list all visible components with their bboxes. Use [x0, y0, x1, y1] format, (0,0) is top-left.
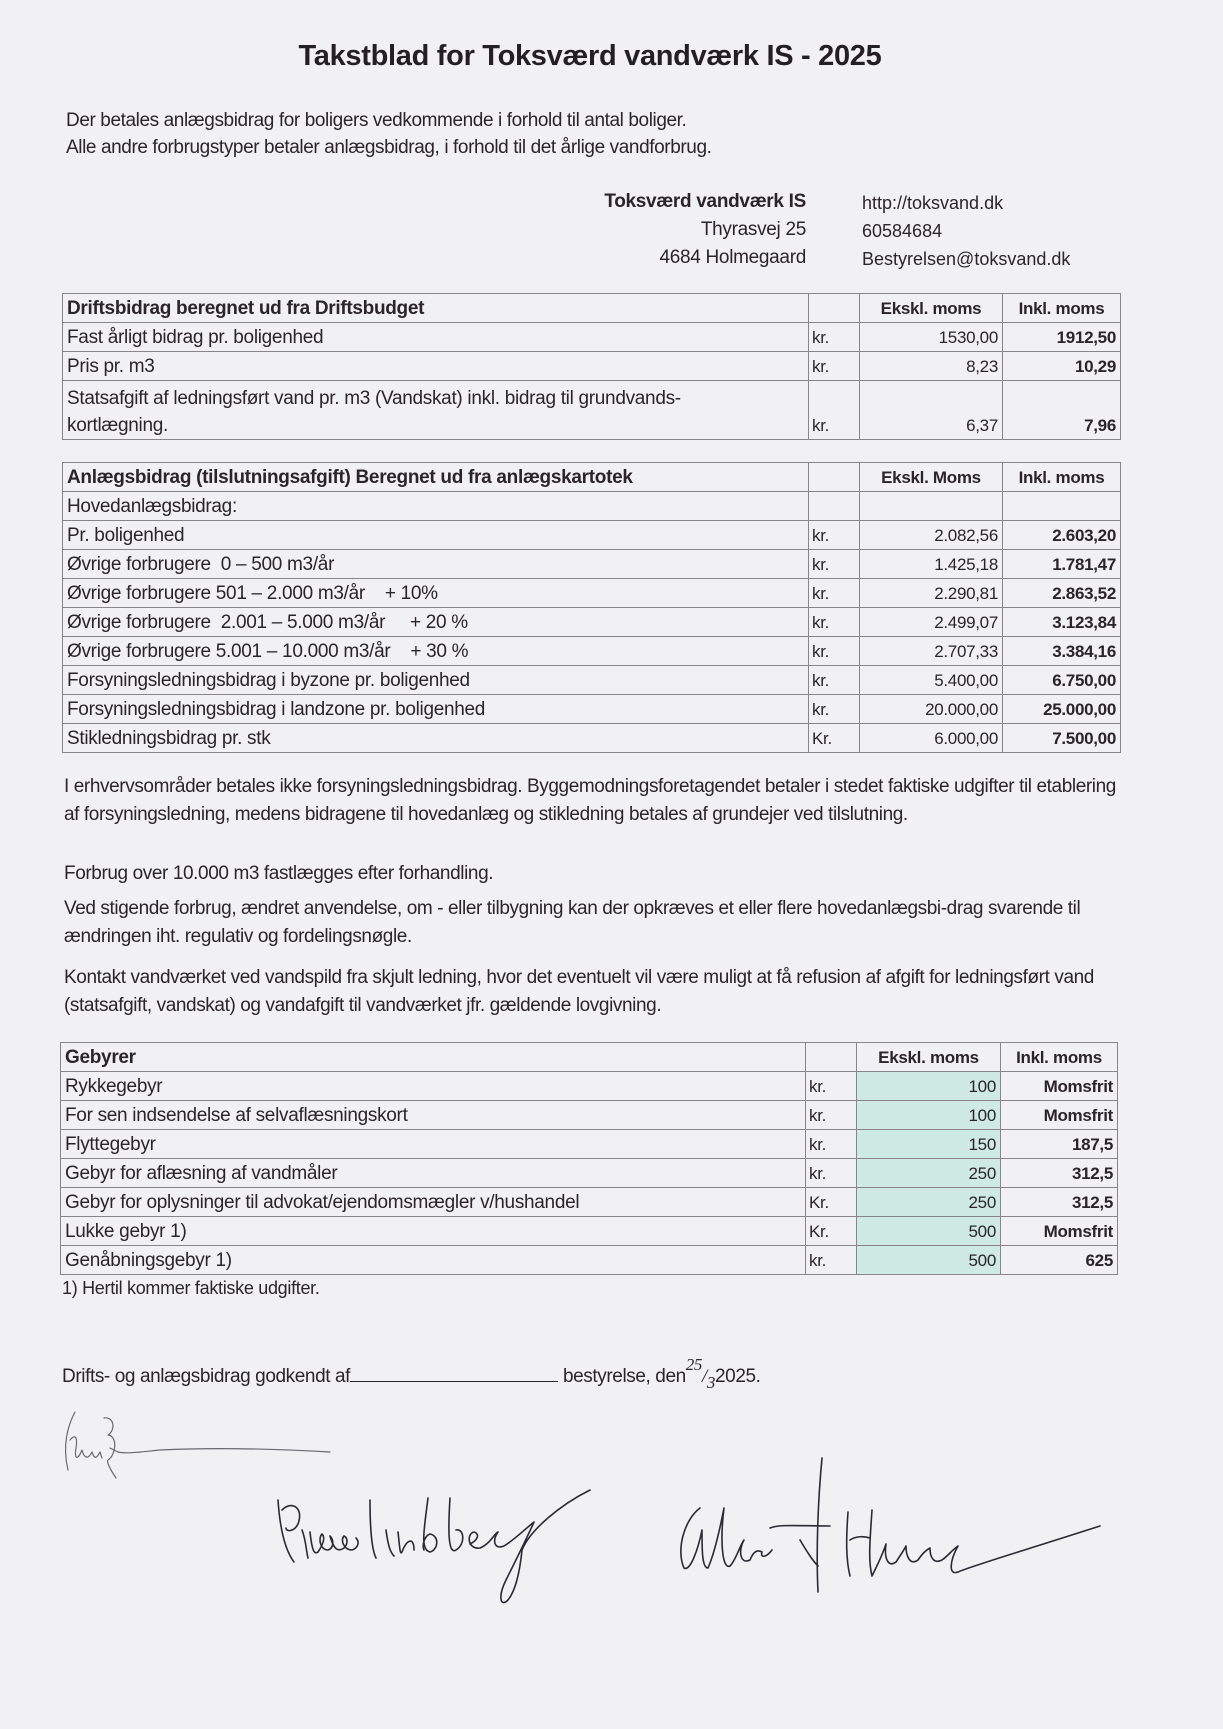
contact-address — [604, 188, 806, 272]
signature-3 — [681, 1458, 1100, 1592]
empty-cell — [860, 492, 1003, 521]
row-unit: kr. — [809, 579, 860, 608]
drift-table — [62, 293, 1121, 440]
intro-line-2: Alle andre forbrugstyper betaler anlægsbidrag, i forhold til det årlige vandforbrug. — [66, 137, 712, 158]
approval-line — [62, 1355, 761, 1392]
table-row — [61, 1130, 1118, 1159]
row-label: For sen indsendelse af selvaflæsningskort — [61, 1101, 806, 1130]
approval-middle: bestyrelse, den — [558, 1366, 686, 1387]
row-label: Øvrige forbrugere 5.001 – 10.000 m3/år + 30 % — [63, 637, 809, 666]
approval-month: 3 — [706, 1373, 715, 1392]
row-excl: 6.000,00 — [860, 724, 1003, 753]
row-label: Forsyningsledningsbidrag i landzone pr. boligenhed — [63, 695, 809, 724]
row-excl: 2.499,07 — [860, 608, 1003, 637]
approval-prefix: Drifts- og anlægsbidrag godkendt af — [62, 1366, 351, 1387]
approval-blank-field — [350, 1363, 558, 1382]
row-incl: 7,96 — [1003, 381, 1121, 440]
table-row — [63, 608, 1121, 637]
row-unit: Kr. — [806, 1217, 857, 1246]
row-label: Øvrige forbrugere 0 – 500 m3/år — [63, 550, 809, 579]
row-unit: kr. — [806, 1072, 857, 1101]
approval-year: 2025. — [715, 1366, 761, 1387]
table-row — [61, 1188, 1118, 1217]
row-excl: 1.425,18 — [860, 550, 1003, 579]
col-excl-header: Ekskl. Moms — [860, 463, 1003, 492]
anlaeg-table — [62, 462, 1121, 753]
signature-1 — [66, 1412, 330, 1478]
row-incl: 312,5 — [1001, 1159, 1118, 1188]
row-incl: 6.750,00 — [1003, 666, 1121, 695]
row-excl: 100 — [857, 1101, 1001, 1130]
empty-cell — [809, 492, 860, 521]
paragraph-erhverv: I erhvervsområder betales ikke forsyningsledningsbidrag. Byggemodningsforetagendet betaler i stedet faktiske udgifter til etablering af forsyningsledning, medens bidragene til hovedanlæg og stikledning betales af grundejer ved tilslutning. — [64, 776, 1116, 825]
table-row — [63, 579, 1121, 608]
table-row — [63, 352, 1121, 381]
table-row — [61, 1217, 1118, 1246]
row-incl: 187,5 — [1001, 1130, 1118, 1159]
signature-pierre-lindberg — [278, 1490, 590, 1603]
row-excl: 2.707,33 — [860, 637, 1003, 666]
row-unit: kr. — [806, 1246, 857, 1275]
table-row — [61, 1072, 1118, 1101]
row-incl: 7.500,00 — [1003, 724, 1121, 753]
row-incl: Momsfrit — [1001, 1101, 1118, 1130]
table-row — [63, 724, 1121, 753]
row-label: Flyttegebyr — [61, 1130, 806, 1159]
row-label: Gebyr for aflæsning af vandmåler — [61, 1159, 806, 1188]
col-incl-header: Inkl. moms — [1003, 294, 1121, 323]
row-incl: 25.000,00 — [1003, 695, 1121, 724]
gebyr-table — [60, 1042, 1118, 1275]
email-link[interactable]: Bestyrelsen@toksvand.dk — [862, 249, 1071, 269]
table-row — [63, 323, 1121, 352]
row-label: Pris pr. m3 — [63, 352, 809, 381]
table-row — [61, 1101, 1118, 1130]
signatures-area — [0, 1400, 1223, 1630]
approval-slash: / — [702, 1366, 707, 1387]
row-incl: 2.863,52 — [1003, 579, 1121, 608]
row-unit: kr. — [809, 666, 860, 695]
approval-day: 25 — [685, 1355, 702, 1374]
row-label: Pr. boligenhed — [63, 521, 809, 550]
row-excl: 500 — [857, 1246, 1001, 1275]
footnote: 1) Hertil kommer faktiske udgifter. — [62, 1278, 320, 1298]
anlaeg-table-title: Anlægsbidrag (tilslutningsafgift) Beregnet ud fra anlægskartotek — [63, 463, 809, 492]
row-unit: kr. — [806, 1101, 857, 1130]
intro-line-1: Der betales anlægsbidrag for boligers vedkommende i forhold til antal boliger. — [66, 110, 687, 131]
row-incl: 625 — [1001, 1246, 1118, 1275]
row-label: Rykkegebyr — [61, 1072, 806, 1101]
contact-details — [862, 189, 1070, 273]
page-title: Takstblad for Toksværd vandværk IS - 2025 — [298, 40, 882, 72]
row-unit: kr. — [809, 381, 860, 440]
row-incl: 3.123,84 — [1003, 608, 1121, 637]
row-label: Øvrige forbrugere 2.001 – 5.000 m3/år + 20 % — [63, 608, 809, 637]
row-label: Forsyningsledningsbidrag i byzone pr. boligenhed — [63, 666, 809, 695]
row-excl: 250 — [857, 1159, 1001, 1188]
empty-cell — [809, 294, 860, 323]
table-row — [61, 1159, 1118, 1188]
gebyr-header-row — [61, 1043, 1118, 1072]
row-label: Genåbningsgebyr 1) — [61, 1246, 806, 1275]
row-excl: 1530,00 — [860, 323, 1003, 352]
paragraph-stigende-forbrug: Ved stigende forbrug, ændret anvendelse, om - eller tilbygning kan der opkræves et eller flere hovedanlægsbi-drag svarende til ændringen iht. regulativ og fordelingsnøgle. — [64, 898, 1081, 947]
org-name: Toksværd vandværk IS — [604, 191, 806, 212]
col-incl-header: Inkl. moms — [1003, 463, 1121, 492]
row-label-line-2: kortlægning. — [67, 415, 168, 436]
anlaeg-header-row — [63, 463, 1121, 492]
table-row — [61, 1246, 1118, 1275]
city: 4684 Holmegaard — [659, 247, 806, 268]
website-link[interactable]: http://toksvand.dk — [862, 193, 1004, 213]
row-label: Gebyr for oplysninger til advokat/ejendomsmægler v/hushandel — [61, 1188, 806, 1217]
subheader-label: Hovedanlægsbidrag: — [63, 492, 809, 521]
row-excl: 5.400,00 — [860, 666, 1003, 695]
row-unit: kr. — [809, 608, 860, 637]
row-incl: 1912,50 — [1003, 323, 1121, 352]
row-incl: Momsfrit — [1001, 1072, 1118, 1101]
row-unit: kr. — [809, 521, 860, 550]
table-row — [63, 695, 1121, 724]
empty-cell — [806, 1043, 857, 1072]
row-excl: 20.000,00 — [860, 695, 1003, 724]
row-incl: 3.384,16 — [1003, 637, 1121, 666]
row-unit: kr. — [809, 695, 860, 724]
row-label: Fast årligt bidrag pr. boligenhed — [63, 323, 809, 352]
intro-text — [66, 107, 712, 161]
row-incl: 312,5 — [1001, 1188, 1118, 1217]
row-label-line-1: Statsafgift af ledningsført vand pr. m3 (Vandskat) inkl. bidrag til grundvands- — [67, 388, 681, 409]
gebyr-table-title: Gebyrer — [61, 1043, 806, 1072]
row-excl: 100 — [857, 1072, 1001, 1101]
paragraph-vandspild: Kontakt vandværket ved vandspild fra skjult ledning, hvor det eventuelt vil være muligt at få refusion af afgift for ledningsført vand (statsafgift, vandskat) og vandafgift til vandværket jfr. gældende lovgivning. — [64, 967, 1094, 1016]
drift-header-row — [63, 294, 1121, 323]
row-unit: kr. — [806, 1130, 857, 1159]
row-excl: 250 — [857, 1188, 1001, 1217]
table-row — [63, 666, 1121, 695]
row-incl: Momsfrit — [1001, 1217, 1118, 1246]
row-excl: 8,23 — [860, 352, 1003, 381]
row-unit: kr. — [809, 352, 860, 381]
row-label: Lukke gebyr 1) — [61, 1217, 806, 1246]
table-row — [63, 637, 1121, 666]
table-row — [63, 521, 1121, 550]
row-excl: 500 — [857, 1217, 1001, 1246]
drift-table-title: Driftsbidrag beregnet ud fra Driftsbudget — [63, 294, 809, 323]
row-unit: kr. — [809, 637, 860, 666]
table-row — [63, 550, 1121, 579]
paragraph-forbrug: Forbrug over 10.000 m3 fastlægges efter forhandling. — [64, 863, 494, 884]
row-incl: 1.781,47 — [1003, 550, 1121, 579]
phone: 60584684 — [862, 221, 943, 241]
col-excl-header: Ekskl. moms — [857, 1043, 1001, 1072]
row-label: Øvrige forbrugere 501 – 2.000 m3/år + 10% — [63, 579, 809, 608]
row-unit: Kr. — [809, 724, 860, 753]
row-unit: kr. — [806, 1159, 857, 1188]
row-unit: Kr. — [806, 1188, 857, 1217]
empty-cell — [809, 463, 860, 492]
row-excl: 6,37 — [860, 381, 1003, 440]
empty-cell — [1003, 492, 1121, 521]
street: Thyrasvej 25 — [700, 219, 806, 240]
table-row — [63, 381, 1121, 440]
row-excl: 2.290,81 — [860, 579, 1003, 608]
row-excl: 150 — [857, 1130, 1001, 1159]
row-excl: 2.082,56 — [860, 521, 1003, 550]
subheader-row — [63, 492, 1121, 521]
row-label — [63, 381, 809, 440]
col-incl-header: Inkl. moms — [1001, 1043, 1118, 1072]
row-unit: kr. — [809, 550, 860, 579]
row-unit: kr. — [809, 323, 860, 352]
col-excl-header: Ekskl. moms — [860, 294, 1003, 323]
row-label: Stikledningsbidrag pr. stk — [63, 724, 809, 753]
row-incl: 10,29 — [1003, 352, 1121, 381]
row-incl: 2.603,20 — [1003, 521, 1121, 550]
